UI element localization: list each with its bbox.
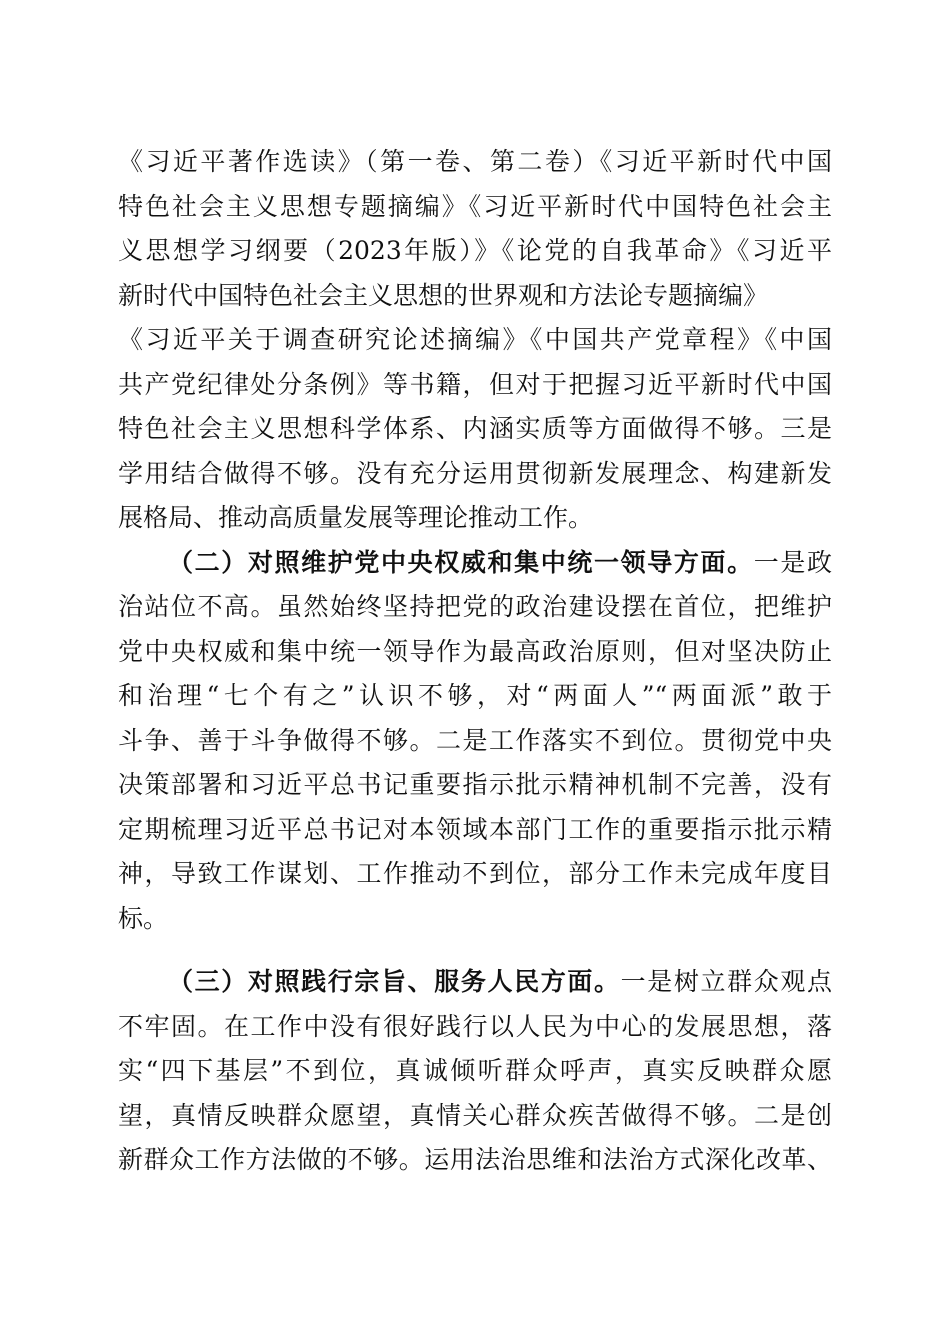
text-line: 不牢固。在工作中没有很好践行以人民为中心的发展思想，落 <box>118 1011 832 1041</box>
text-line: 和治理“七个有之”认识不够，对“两面人”“两面派”敢于 <box>118 681 832 710</box>
text-line: 望，真情反映群众愿望，真情关心群众疾苦做得不够。二是创 <box>118 1100 832 1130</box>
heading-continuation: 一是政 <box>753 547 832 577</box>
text-line: 斗争、善于斗争做得不够。二是工作落实不到位。贯彻党中央 <box>118 725 832 755</box>
text-line: 学用结合做得不够。没有充分运用贯彻新发展理念、构建新发 <box>118 458 832 488</box>
section-heading: （三）对照践行宗旨、服务人民方面。 <box>168 967 621 996</box>
text-line: 《习近平著作选读》（第一卷、第二卷）《习近平新时代中国 <box>118 147 832 176</box>
text-line: 党中央权威和集中统一领导作为最高政治原则，但对坚决防止 <box>118 636 832 666</box>
text-line: 特色社会主义思想专题摘编》《习近平新时代中国特色社会主 <box>118 191 832 221</box>
text-line: 展格局、推动高质量发展等理论推动工作。 <box>118 503 594 532</box>
text-line: 新群众工作方法做的不够。运用法治思维和法治方式深化改革、 <box>118 1145 832 1174</box>
paragraph-serve-people <box>118 960 832 1183</box>
section-heading: （二）对照维护党中央权威和集中统一领导方面。 <box>168 547 754 577</box>
paragraph-study-books <box>118 140 832 541</box>
text-line: 神，导致工作谋划、工作推动不到位，部分工作未完成年度目 <box>118 859 832 888</box>
text-line: 特色社会主义思想科学体系、内涵实质等方面做得不够。三是 <box>118 414 832 443</box>
text-line: 《习近平关于调查研究论述摘编》《中国共产党章程》《中国 <box>118 325 832 354</box>
heading-continuation: 一是树立群众观点 <box>620 967 832 996</box>
text-line <box>118 541 832 586</box>
paragraph-spacer <box>118 941 832 960</box>
text-line: 治站位不高。虽然始终坚持把党的政治建设摆在首位，把维护 <box>118 592 832 621</box>
document-body <box>118 140 832 1183</box>
text-line: 义思想学习纲要（2023年版）》《论党的自我革命》《习近平 <box>118 236 832 265</box>
paragraph-party-authority <box>118 541 832 942</box>
text-line: 共产党纪律处分条例》等书籍，但对于把握习近平新时代中国 <box>118 369 832 399</box>
text-line: 实“四下基层”不到位，真诚倾听群众呼声，真实反映群众愿 <box>118 1056 832 1085</box>
text-line: 决策部署和习近平总书记重要指示批示精神机制不完善，没有 <box>118 770 832 799</box>
text-line: 定期梳理习近平总书记对本领域本部门工作的重要指示批示精 <box>118 814 832 844</box>
text-line: 新时代中国特色社会主义思想的世界观和方法论专题摘编》 <box>118 280 769 310</box>
text-line: 标。 <box>118 903 169 933</box>
text-line <box>118 960 832 1005</box>
